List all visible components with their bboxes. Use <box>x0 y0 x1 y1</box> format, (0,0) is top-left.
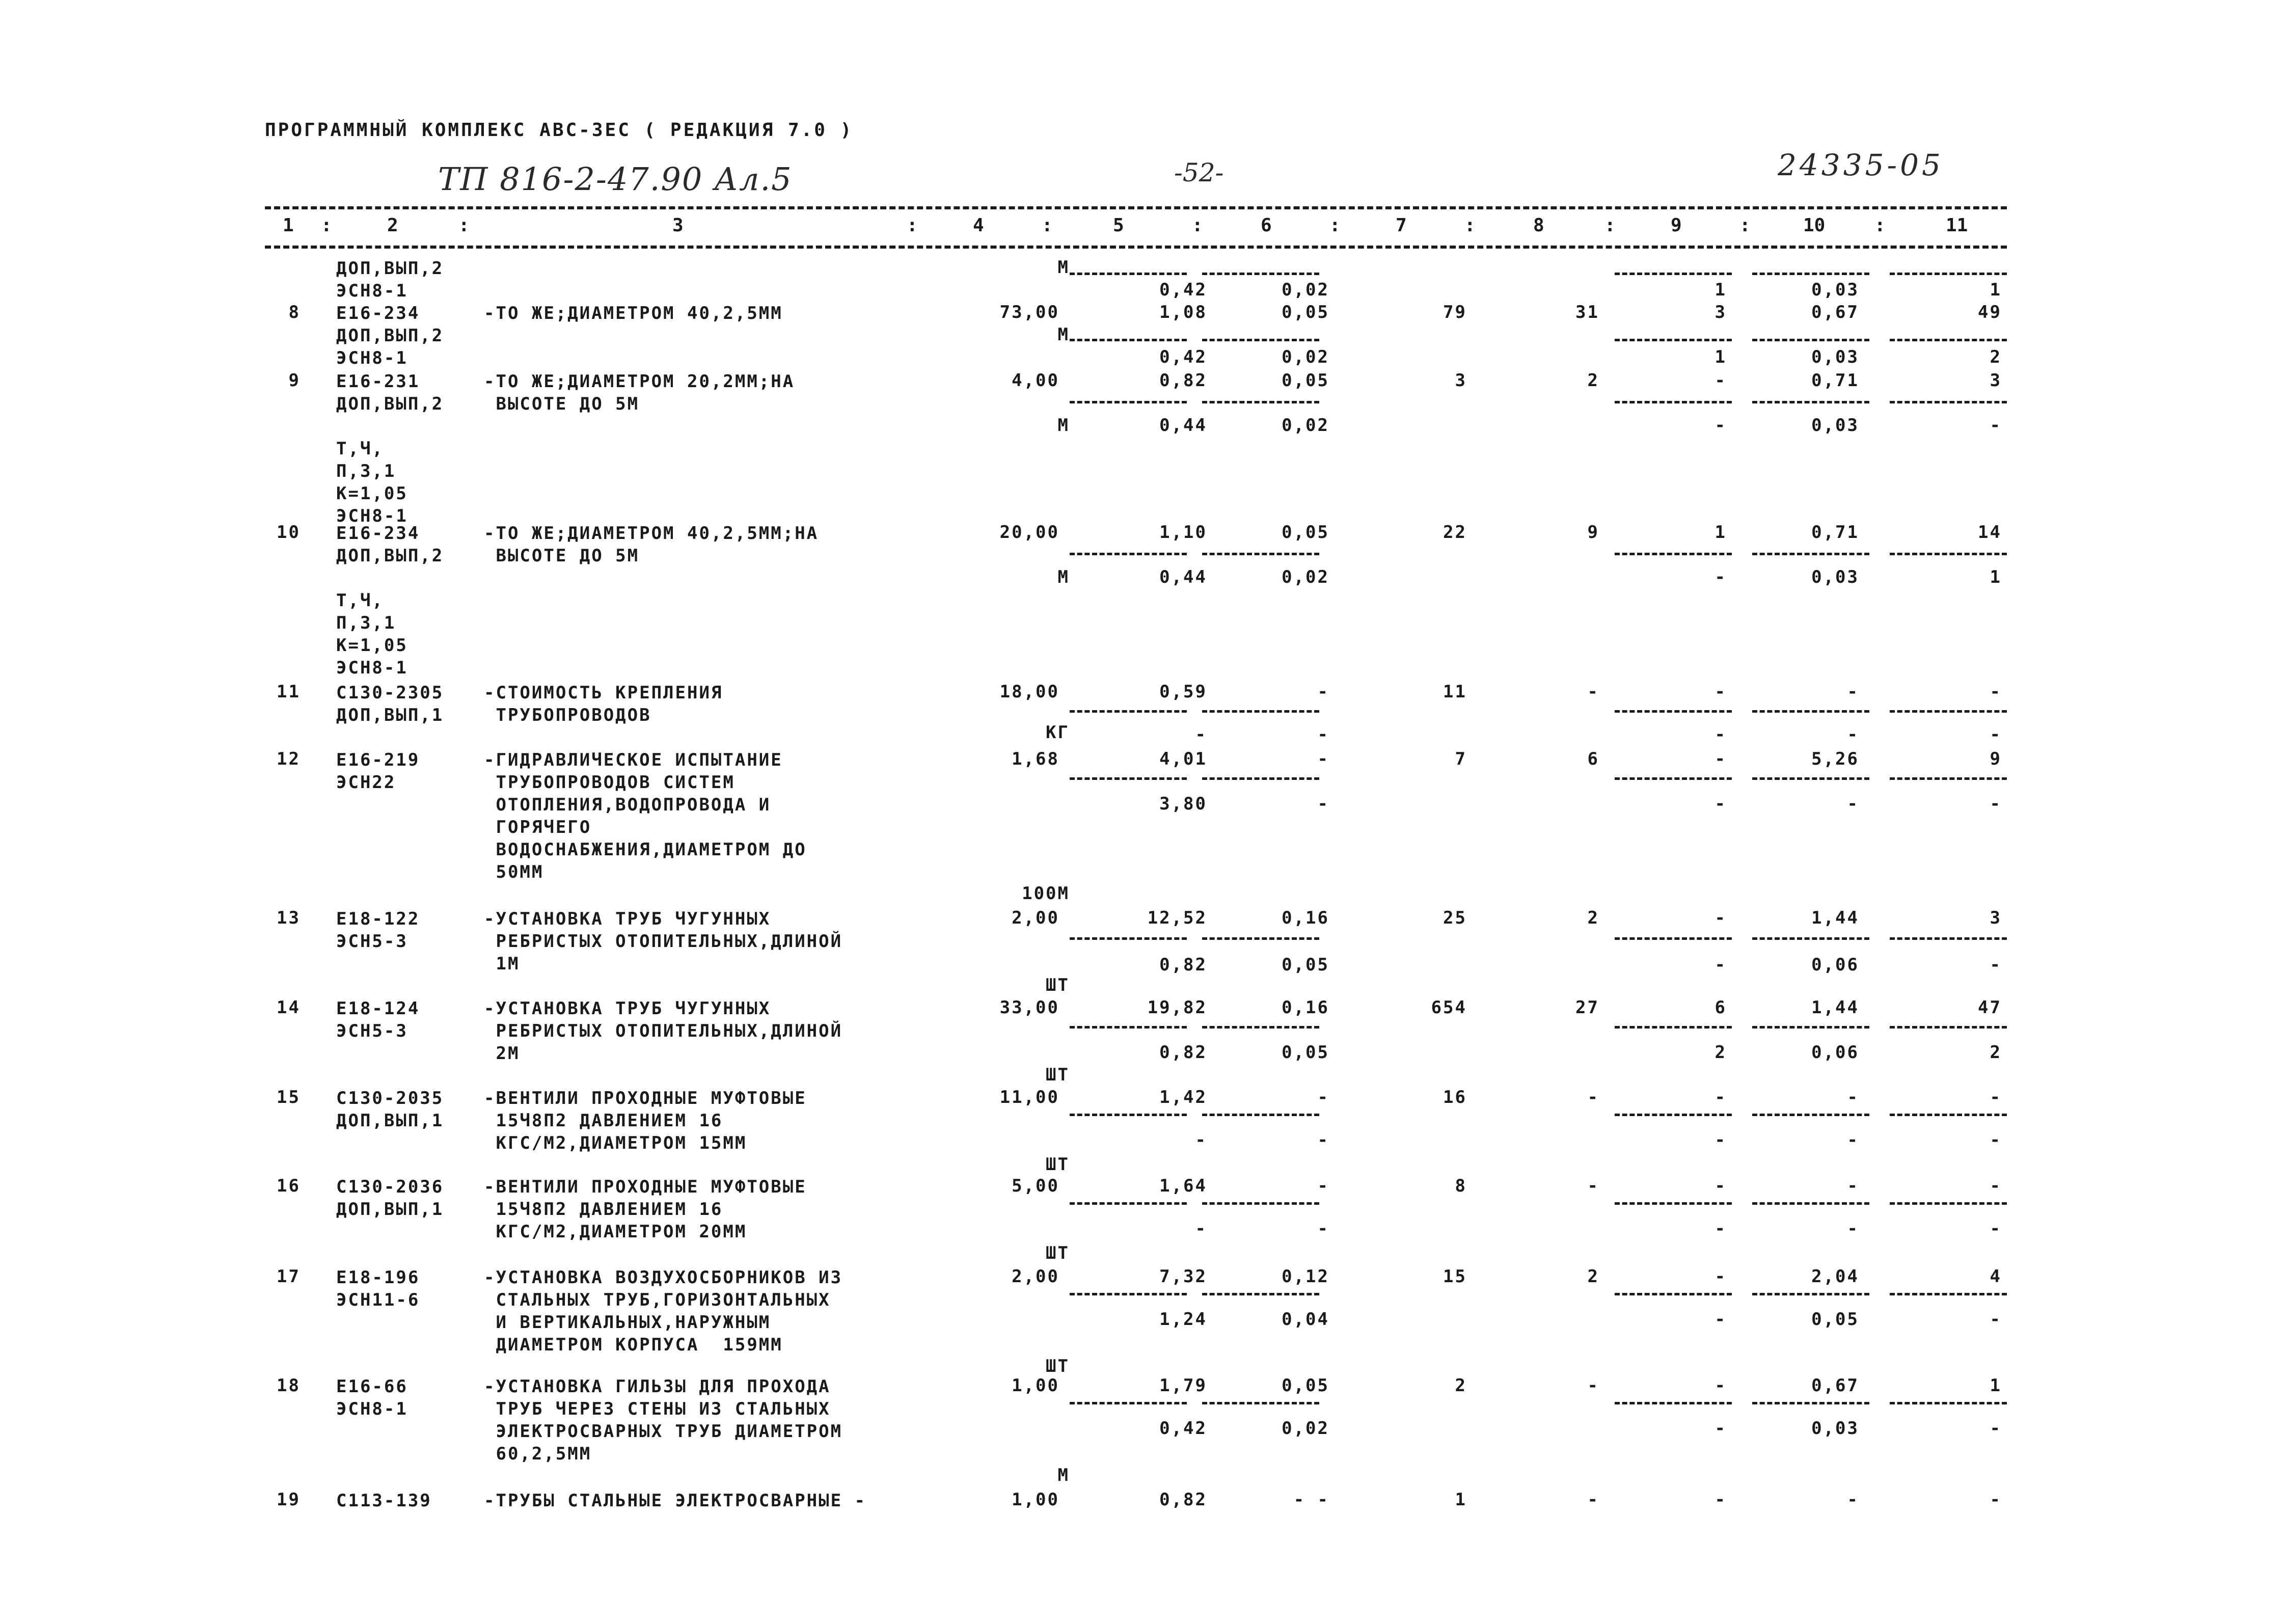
cell-col10: 2,04 <box>1811 1266 1859 1287</box>
cell-col5: 1,79 <box>1159 1375 1207 1396</box>
cell-col11-lower: 2 <box>1990 1042 2002 1063</box>
divider <box>1070 1202 1187 1205</box>
cell-col9-lower: - <box>1715 794 1727 814</box>
cell-col9: 3 <box>1715 302 1727 322</box>
cell-col11: 14 <box>1978 522 2002 543</box>
divider <box>1615 1402 1732 1404</box>
cell-col9: - <box>1715 1176 1727 1196</box>
cell-col6: 0,05 <box>1282 522 1329 543</box>
cell-col5-lower: - <box>1195 724 1207 745</box>
cell-col4: 11,00 <box>999 1087 1059 1107</box>
col-sep: : <box>1464 215 1476 236</box>
col-sep: : <box>458 215 470 236</box>
row-code: Е18-122 ЭСН5-3 <box>336 909 420 952</box>
divider <box>1202 1202 1319 1205</box>
row-description: -ВЕНТИЛИ ПРОХОДНЫЕ МУФТОВЫЕ 15Ч8П2 ДАВЛЕНИЕМ 16 КГС/М2,ДИАМЕТРОМ 20ММ <box>484 1177 807 1242</box>
cell-col9-lower: - <box>1715 1309 1727 1330</box>
row-code: Е16-66 ЭСН8-1 <box>336 1376 408 1419</box>
page-number: -52- <box>1174 158 1224 187</box>
row-code: Е16-231 ДОП,ВЫП,2 Т,Ч, П,3,1 К=1,05 ЭСН8-1 <box>336 371 444 526</box>
cell-col6-lower: 0,05 <box>1282 955 1329 975</box>
cell-col10-lower: 0,06 <box>1811 955 1859 975</box>
cell-col5: 0,82 <box>1159 1490 1207 1510</box>
divider <box>1070 710 1187 713</box>
divider <box>1752 710 1869 713</box>
row-unit: КГ <box>1046 722 1070 743</box>
cell-col9: - <box>1715 908 1727 928</box>
row-code: С130-2036 ДОП,ВЫП,1 <box>336 1177 444 1220</box>
cell-col9: - <box>1715 370 1727 391</box>
cell-col7: 25 <box>1443 908 1467 928</box>
col-header-2: 2 <box>387 215 398 236</box>
row-description: -УСТАНОВКА ТРУБ ЧУГУННЫХ РЕБРИСТЫХ ОТОПИТЕЛЬНЫХ,ДЛИНОЙ 1М <box>484 909 843 974</box>
cell-col5: 12,52 <box>1147 908 1207 928</box>
row-unit: ШТ <box>1046 975 1070 995</box>
cell-col10: 1,44 <box>1811 908 1859 928</box>
divider <box>1070 553 1187 555</box>
cell-col9-lower: - <box>1715 567 1727 587</box>
cell-col8: 2 <box>1587 1266 1599 1287</box>
row-description: -ТО ЖЕ;ДИАМЕТРОМ 40,2,5ММ;НА ВЫСОТЕ ДО 5М <box>484 523 819 566</box>
row-number: 10 <box>277 522 301 543</box>
cell-col11: 47 <box>1978 997 2002 1018</box>
cell-col10: 0,67 <box>1811 1375 1859 1396</box>
cell-col6-lower: 0,04 <box>1282 1309 1329 1330</box>
cell-col6: 0,05 <box>1282 370 1329 391</box>
cell-col7: 11 <box>1443 682 1467 702</box>
divider <box>1202 401 1319 403</box>
divider <box>1890 1114 2007 1116</box>
col-sep: : <box>1329 215 1341 236</box>
cell-col6: - <box>1317 749 1329 769</box>
row-code: Е18-196 ЭСН11-6 <box>336 1267 420 1310</box>
col-header-1: 1 <box>283 215 294 236</box>
divider <box>1615 1202 1732 1205</box>
cell-col5-lower: 0,44 <box>1159 567 1207 587</box>
cell-col6: 0,05 <box>1282 1375 1329 1396</box>
row-unit: М <box>1057 257 1070 278</box>
program-header: ПРОГРАММНЫЙ КОМПЛЕКС АВС-3ЕС ( РЕДАКЦИЯ 7.0 ) <box>265 120 854 141</box>
divider <box>1070 937 1187 940</box>
cell-col6-lower: - <box>1317 724 1329 745</box>
divider <box>1202 937 1319 940</box>
row-unit: 100М <box>1022 883 1070 904</box>
cell-col4: 1,68 <box>1012 749 1059 769</box>
cell-col5: 1,64 <box>1159 1176 1207 1196</box>
cell-col6-lower: 0,02 <box>1282 415 1329 436</box>
cell-col4: 33,00 <box>999 997 1059 1018</box>
cell-col6: - <box>1317 1176 1329 1196</box>
cell-col5-lower: 0,44 <box>1159 415 1207 436</box>
cell-col10: - <box>1847 1087 1859 1107</box>
row-number: 11 <box>277 682 301 702</box>
cell-col11-lower: - <box>1990 1130 2002 1150</box>
cell-col11-lower: - <box>1990 1219 2002 1239</box>
cell-col7: 7 <box>1455 749 1467 769</box>
divider <box>1202 339 1319 341</box>
cell-col11: 49 <box>1978 302 2002 322</box>
cell-col7: 8 <box>1455 1176 1467 1196</box>
divider <box>1070 1402 1187 1404</box>
cell-col11: - <box>1990 1087 2002 1107</box>
cell-col11-lower: 1 <box>1990 567 2002 587</box>
cell-col9-lower: - <box>1715 415 1727 436</box>
cell-col10-lower: 0,05 <box>1811 1309 1859 1330</box>
divider <box>1202 1114 1319 1116</box>
divider <box>1615 553 1732 555</box>
cell-col4: 2,00 <box>1012 908 1059 928</box>
handwritten-project-code: ТП 816-2-47.90 Ал.5 <box>438 160 793 198</box>
divider <box>1615 401 1732 403</box>
col-header-9: 9 <box>1671 215 1682 236</box>
cell-col5-lower: - <box>1195 1219 1207 1239</box>
cell-col11-lower: - <box>1990 724 2002 745</box>
divider <box>1202 273 1319 275</box>
col-sep: : <box>1874 215 1886 236</box>
divider <box>1890 710 2007 713</box>
divider <box>1752 777 1869 780</box>
cell-col6-lower: 0,02 <box>1282 280 1329 300</box>
cell-col10: 1,44 <box>1811 997 1859 1018</box>
header-bottom-rule <box>265 246 2007 249</box>
cell-col11: 3 <box>1990 370 2002 391</box>
divider <box>1752 1114 1869 1116</box>
divider <box>1752 1202 1869 1205</box>
cell-col6: - <box>1317 1087 1329 1107</box>
cell-col7: 654 <box>1431 997 1467 1018</box>
cell-col11-lower: - <box>1990 1309 2002 1330</box>
cell-col11-lower: - <box>1990 794 2002 814</box>
cell-col4: 1,00 <box>1012 1490 1059 1510</box>
cell-col8: - <box>1587 682 1599 702</box>
row-code: Е16-234 ДОП,ВЫП,2 Т,Ч, П,3,1 К=1,05 ЭСН8-1 <box>336 523 444 678</box>
cell-col6-lower: 0,02 <box>1282 1418 1329 1439</box>
col-header-7: 7 <box>1396 215 1407 236</box>
row-code: ДОП,ВЫП,2 ЭСН8-1 <box>336 258 444 301</box>
cell-col11-lower: - <box>1990 1418 2002 1439</box>
cell-col11-lower: - <box>1990 415 2002 436</box>
row-description: -ГИДРАВЛИЧЕСКОЕ ИСПЫТАНИЕ ТРУБОПРОВОДОВ СИСТЕМ ОТОПЛЕНИЯ,ВОДОПРОВОДА И ГОРЯЧЕГО ВОДОСНАБЖЕНИЯ,ДИАМЕТРОМ ДО 50ММ <box>484 750 807 882</box>
cell-col6: 0,16 <box>1282 997 1329 1018</box>
cell-col6: - - <box>1293 1490 1329 1510</box>
divider <box>1070 1293 1187 1295</box>
cell-col6-lower: 0,02 <box>1282 347 1329 367</box>
cell-col9: - <box>1715 749 1727 769</box>
row-unit: М <box>1057 1465 1070 1485</box>
divider <box>1752 937 1869 940</box>
divider <box>1615 710 1732 713</box>
divider <box>1752 1293 1869 1295</box>
cell-col9-lower: - <box>1715 955 1727 975</box>
cell-col8: 2 <box>1587 908 1599 928</box>
divider <box>1890 553 2007 555</box>
cell-col6: 0,16 <box>1282 908 1329 928</box>
row-number: 15 <box>277 1087 301 1107</box>
cell-col5-lower: 1,24 <box>1159 1309 1207 1330</box>
cell-col5-lower: 0,82 <box>1159 1042 1207 1063</box>
cell-col7: 3 <box>1455 370 1467 391</box>
cell-col11-lower: 1 <box>1990 280 2002 300</box>
cell-col6-lower: - <box>1317 794 1329 814</box>
cell-col6-lower: 0,05 <box>1282 1042 1329 1063</box>
divider <box>1752 1026 1869 1028</box>
cell-col8: 6 <box>1587 749 1599 769</box>
divider <box>1890 1402 2007 1404</box>
col-sep: : <box>1042 215 1053 236</box>
row-unit: ШТ <box>1046 1065 1070 1085</box>
cell-col11: 4 <box>1990 1266 2002 1287</box>
divider <box>1615 1293 1732 1295</box>
divider <box>1070 1114 1187 1116</box>
cell-col4: 2,00 <box>1012 1266 1059 1287</box>
cell-col9: - <box>1715 1266 1727 1287</box>
row-description: -ТО ЖЕ;ДИАМЕТРОМ 40,2,5ММ <box>484 303 783 323</box>
divider <box>1070 1026 1187 1028</box>
cell-col5-lower: 0,42 <box>1159 280 1207 300</box>
cell-col7: 22 <box>1443 522 1467 543</box>
row-number: 8 <box>288 302 301 322</box>
col-header-8: 8 <box>1533 215 1544 236</box>
cell-col6-lower: - <box>1317 1219 1329 1239</box>
divider <box>1890 1293 2007 1295</box>
cell-col9-lower: - <box>1715 1219 1727 1239</box>
cell-col11: - <box>1990 1490 2002 1510</box>
row-description: -УСТАНОВКА ТРУБ ЧУГУННЫХ РЕБРИСТЫХ ОТОПИТЕЛЬНЫХ,ДЛИНОЙ 2М <box>484 998 843 1064</box>
row-description: -ТО ЖЕ;ДИАМЕТРОМ 20,2ММ;НА ВЫСОТЕ ДО 5М <box>484 371 795 414</box>
divider <box>1752 401 1869 403</box>
divider <box>1890 1202 2007 1205</box>
divider <box>1615 777 1732 780</box>
row-number: 19 <box>277 1490 301 1510</box>
cell-col5: 1,42 <box>1159 1087 1207 1107</box>
row-unit: М <box>1057 324 1070 345</box>
row-unit: ШТ <box>1046 1356 1070 1376</box>
divider <box>1615 937 1732 940</box>
row-code: С130-2035 ДОП,ВЫП,1 <box>336 1088 444 1131</box>
cell-col10: 5,26 <box>1811 749 1859 769</box>
divider <box>1202 1026 1319 1028</box>
cell-col9-lower: 1 <box>1715 280 1727 300</box>
cell-col10-lower: 0,03 <box>1811 567 1859 587</box>
cell-col6: 0,05 <box>1282 302 1329 322</box>
divider <box>1890 777 2007 780</box>
row-number: 9 <box>288 370 301 391</box>
divider <box>1070 777 1187 780</box>
cell-col11: 9 <box>1990 749 2002 769</box>
cell-col10: - <box>1847 1490 1859 1510</box>
row-unit: М <box>1057 415 1070 436</box>
cell-col9: - <box>1715 1490 1727 1510</box>
divider <box>1202 1402 1319 1404</box>
divider <box>1752 553 1869 555</box>
divider <box>1615 1114 1732 1116</box>
divider <box>1070 339 1187 341</box>
cell-col5: 19,82 <box>1147 997 1207 1018</box>
row-code: Е16-234 ДОП,ВЫП,2 ЭСН8-1 <box>336 303 444 368</box>
cell-col4: 73,00 <box>999 302 1059 322</box>
row-number: 13 <box>277 908 301 928</box>
cell-col10-lower: - <box>1847 1130 1859 1150</box>
cell-col10-lower: 0,06 <box>1811 1042 1859 1063</box>
cell-col6-lower: - <box>1317 1130 1329 1150</box>
row-number: 14 <box>277 997 301 1018</box>
row-number: 12 <box>277 749 301 769</box>
cell-col10: - <box>1847 1176 1859 1196</box>
cell-col5-lower: 3,80 <box>1159 794 1207 814</box>
cell-col5-lower: 0,42 <box>1159 1418 1207 1439</box>
col-header-3: 3 <box>672 215 684 236</box>
cell-col9-lower: 2 <box>1715 1042 1727 1063</box>
cell-col6: 0,12 <box>1282 1266 1329 1287</box>
cell-col10-lower: 0,03 <box>1811 1418 1859 1439</box>
row-unit: М <box>1057 567 1070 587</box>
cell-col8: - <box>1587 1176 1599 1196</box>
cell-col7: 15 <box>1443 1266 1467 1287</box>
cell-col8: 2 <box>1587 370 1599 391</box>
col-sep: : <box>907 215 918 236</box>
row-code: С130-2305 ДОП,ВЫП,1 <box>336 683 444 725</box>
cell-col5-lower: 0,82 <box>1159 955 1207 975</box>
cell-col7: 16 <box>1443 1087 1467 1107</box>
cell-col4: 4,00 <box>1012 370 1059 391</box>
col-sep: : <box>1739 215 1751 236</box>
divider <box>1890 937 2007 940</box>
divider <box>1890 401 2007 403</box>
cell-col4: 20,00 <box>999 522 1059 543</box>
cell-col5-lower: 0,42 <box>1159 347 1207 367</box>
cell-col10: - <box>1847 682 1859 702</box>
cell-col10: 0,71 <box>1811 522 1859 543</box>
handwritten-doc-number: 24335-05 <box>1778 148 1944 182</box>
cell-col9: - <box>1715 1087 1727 1107</box>
cell-col7: 1 <box>1455 1490 1467 1510</box>
cell-col10-lower: 0,03 <box>1811 347 1859 367</box>
cell-col10-lower: - <box>1847 794 1859 814</box>
cell-col5: 0,82 <box>1159 370 1207 391</box>
col-sep: : <box>1192 215 1203 236</box>
cell-col9-lower: 1 <box>1715 347 1727 367</box>
row-unit: ШТ <box>1046 1154 1070 1175</box>
cell-col5: 1,10 <box>1159 522 1207 543</box>
header-top-rule <box>265 206 2007 209</box>
cell-col8: - <box>1587 1087 1599 1107</box>
divider <box>1202 777 1319 780</box>
divider <box>1615 273 1732 275</box>
row-code: С113-139 <box>336 1491 432 1511</box>
cell-col8: - <box>1587 1375 1599 1396</box>
cell-col6-lower: 0,02 <box>1282 567 1329 587</box>
col-sep: : <box>1604 215 1616 236</box>
row-number: 17 <box>277 1266 301 1287</box>
cell-col4: 5,00 <box>1012 1176 1059 1196</box>
cell-col7: 79 <box>1443 302 1467 322</box>
cell-col8: 31 <box>1575 302 1599 322</box>
row-description: -СТОИМОСТЬ КРЕПЛЕНИЯ ТРУБОПРОВОДОВ <box>484 683 723 725</box>
cell-col5: 0,59 <box>1159 682 1207 702</box>
cell-col9: - <box>1715 682 1727 702</box>
cell-col10-lower: 0,03 <box>1811 280 1859 300</box>
col-header-6: 6 <box>1261 215 1272 236</box>
row-description: -ВЕНТИЛИ ПРОХОДНЫЕ МУФТОВЫЕ 15Ч8П2 ДАВЛЕНИЕМ 16 КГС/М2,ДИАМЕТРОМ 15ММ <box>484 1088 807 1153</box>
divider <box>1752 1402 1869 1404</box>
cell-col10-lower: - <box>1847 1219 1859 1239</box>
cell-col11: 3 <box>1990 908 2002 928</box>
row-description: -УСТАНОВКА ГИЛЬЗЫ ДЛЯ ПРОХОДА ТРУБ ЧЕРЕЗ СТЕНЫ ИЗ СТАЛЬНЫХ ЭЛЕКТРОСВАРНЫХ ТРУБ ДИАМЕТРОМ 60,2,5ММ <box>484 1376 843 1464</box>
row-description: -ТРУБЫ СТАЛЬНЫЕ ЭЛЕКТРОСВАРНЫЕ - <box>484 1491 867 1511</box>
cell-col11: - <box>1990 1176 2002 1196</box>
cell-col11-lower: 2 <box>1990 347 2002 367</box>
cell-col5: 7,32 <box>1159 1266 1207 1287</box>
divider <box>1752 273 1869 275</box>
cell-col9-lower: - <box>1715 724 1727 745</box>
cell-col10: 0,67 <box>1811 302 1859 322</box>
divider <box>1202 1293 1319 1295</box>
cell-col5: 1,08 <box>1159 302 1207 322</box>
divider <box>1615 1026 1732 1028</box>
cell-col5-lower: - <box>1195 1130 1207 1150</box>
divider <box>1202 710 1319 713</box>
row-unit: ШТ <box>1046 1243 1070 1263</box>
cell-col6: - <box>1317 682 1329 702</box>
row-code: Е16-219 ЭСН22 <box>336 750 420 793</box>
divider <box>1752 339 1869 341</box>
row-number: 18 <box>277 1375 301 1396</box>
cell-col9-lower: - <box>1715 1130 1727 1150</box>
divider <box>1202 553 1319 555</box>
cell-col9-lower: - <box>1715 1418 1727 1439</box>
cell-col9: - <box>1715 1375 1727 1396</box>
divider <box>1070 273 1187 275</box>
divider <box>1615 339 1732 341</box>
col-header-11: 11 <box>1946 215 1968 236</box>
cell-col9: 1 <box>1715 522 1727 543</box>
cell-col5: 4,01 <box>1159 749 1207 769</box>
cell-col10: 0,71 <box>1811 370 1859 391</box>
cell-col4: 18,00 <box>999 682 1059 702</box>
cell-col8: - <box>1587 1490 1599 1510</box>
row-description: -УСТАНОВКА ВОЗДУХОСБОРНИКОВ ИЗ СТАЛЬНЫХ ТРУБ,ГОРИЗОНТАЛЬНЫХ И ВЕРТИКАЛЬНЫХ,НАРУЖНЫМ ДИАМЕТРОМ КОРПУСА 159ММ <box>484 1267 843 1355</box>
divider <box>1890 1026 2007 1028</box>
cell-col11-lower: - <box>1990 955 2002 975</box>
cell-col11: 1 <box>1990 1375 2002 1396</box>
cell-col10-lower: - <box>1847 724 1859 745</box>
cell-col7: 2 <box>1455 1375 1467 1396</box>
col-header-5: 5 <box>1113 215 1124 236</box>
column-header-row <box>265 215 2007 243</box>
cell-col8: 27 <box>1575 997 1599 1018</box>
divider <box>1890 339 2007 341</box>
col-header-10: 10 <box>1803 215 1826 236</box>
row-code: Е18-124 ЭСН5-3 <box>336 998 420 1041</box>
cell-col8: 9 <box>1587 522 1599 543</box>
divider <box>1070 401 1187 403</box>
cell-col9: 6 <box>1715 997 1727 1018</box>
divider <box>1890 273 2007 275</box>
col-sep: : <box>321 215 332 236</box>
cell-col11: - <box>1990 682 2002 702</box>
col-header-4: 4 <box>973 215 984 236</box>
cell-col4: 1,00 <box>1012 1375 1059 1396</box>
row-number: 16 <box>277 1176 301 1196</box>
cell-col10-lower: 0,03 <box>1811 415 1859 436</box>
